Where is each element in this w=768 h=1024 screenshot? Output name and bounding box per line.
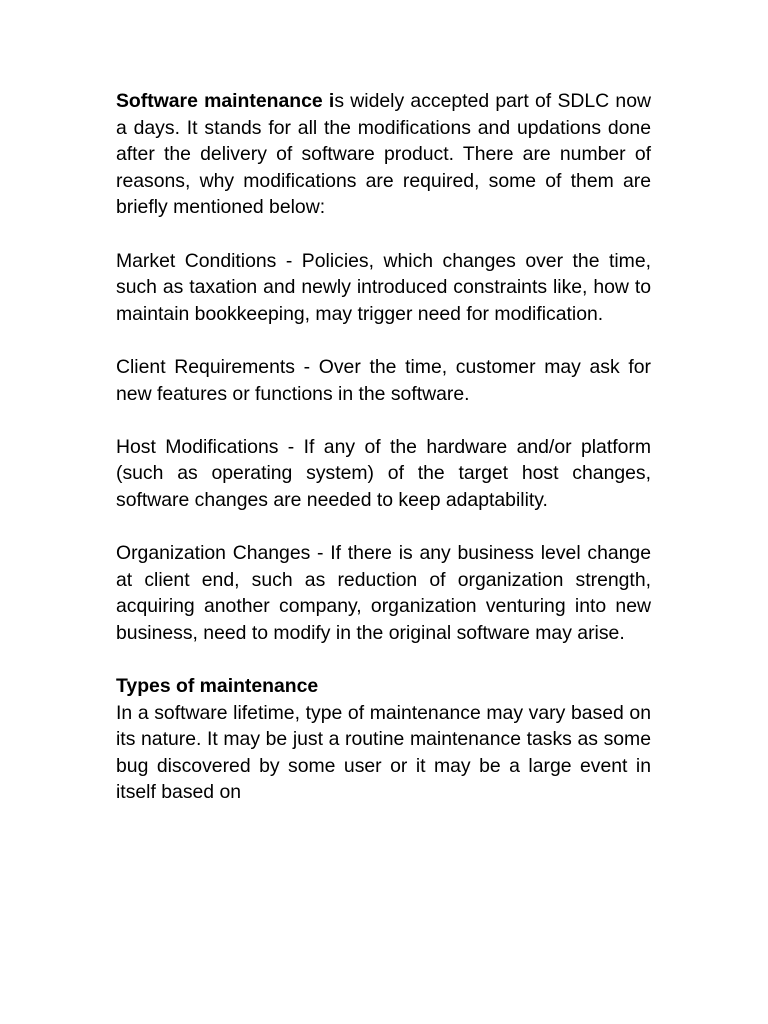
client-requirements-paragraph: Client Requirements - Over the time, customer may ask for new features or functions in the software. [116, 355, 651, 405]
intro-rest: s widely accepted part of SDLC now a days. It stands for all the modifications and updations done after the delivery of software product. There are number of reasons, why modifications are required, some of them are briefly mentioned below: [116, 90, 652, 219]
intro-lead-bold: Software maintenance i [116, 90, 335, 112]
organization-changes-paragraph: Organization Changes - If there is any business level change at client end, such as reduction of organization strength, acquiring another company, organization venturing into new business, need to modify in the original software may arise. [116, 542, 651, 644]
intro-paragraph [116, 88, 651, 221]
types-of-maintenance-heading: Types of maintenance [116, 675, 319, 698]
market-conditions-paragraph: Market Conditions - Policies, which changes over the time, such as taxation and newly introduced constraints like, how to maintain bookkeeping, may trigger need for modification. [116, 249, 651, 325]
document-page [116, 88, 651, 833]
types-of-maintenance-paragraph: In a software lifetime, type of maintenance may vary based on its nature. It may be just a routine maintenance tasks as some bug discovered by some user or it may be a large event in itself based on [116, 701, 651, 804]
host-modifications-paragraph: Host Modifications - If any of the hardware and/or platform (such as operating system) of the target host changes, software changes are needed to keep adaptability. [116, 435, 651, 511]
